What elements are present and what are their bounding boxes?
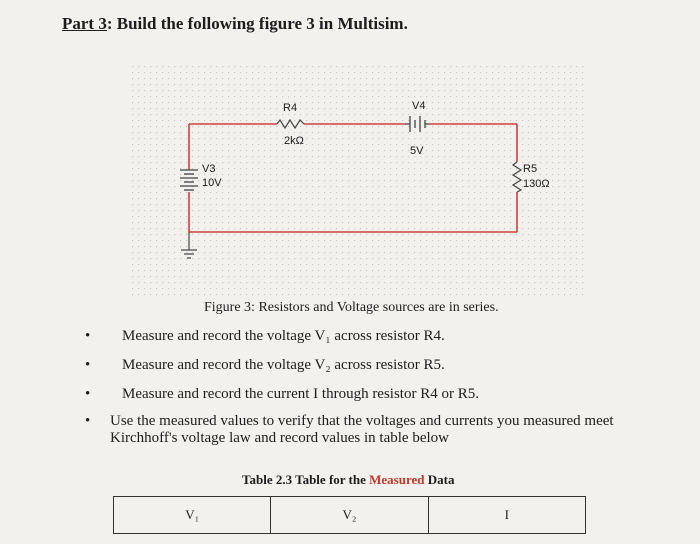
list-item-text: Use the measured values to verify that the voltages and currents you measured meet Kirchhoff's voltage law and record values in table below <box>110 413 614 446</box>
table-header-v2: V₂ <box>271 497 428 533</box>
bullet-icon: • <box>85 413 91 429</box>
table-header-i: I <box>504 507 509 522</box>
r5-value: 130Ω <box>523 178 550 190</box>
list-item <box>85 384 645 404</box>
multisim-circuit <box>130 64 585 296</box>
heading-part: Part 3 <box>62 14 107 33</box>
r5-name: R5 <box>523 163 538 175</box>
table-title-highlight: Measured <box>369 472 425 487</box>
v3-value: 10V <box>202 177 222 189</box>
list-item <box>85 413 645 447</box>
r4-name: R4 <box>283 102 298 114</box>
table-title <box>242 472 454 488</box>
v4-value: 5V <box>410 145 424 157</box>
r4-value: 2kΩ <box>284 135 304 147</box>
v3-name: V3 <box>202 163 216 175</box>
list-item-text: Measure and record the voltage V₁ across resistor R4. <box>122 328 445 344</box>
measured-data-table <box>113 496 586 534</box>
table-header-v1: V₁ <box>114 497 271 533</box>
figure-caption: Figure 3: Resistors and Voltage sources are in series. <box>204 300 499 315</box>
bullet-icon: • <box>85 357 91 373</box>
list-item-text: Measure and record the voltage V₂ across resistor R5. <box>122 357 445 373</box>
list-item <box>85 355 645 375</box>
bullet-icon: • <box>85 328 91 344</box>
bullet-icon: • <box>85 386 91 402</box>
instruction-list <box>85 326 645 456</box>
table-title-prefix: Table 2.3 Table for the <box>242 472 370 487</box>
list-item <box>85 326 645 346</box>
heading-text: : Build the following figure 3 in Multisim. <box>106 14 408 33</box>
v4-name: V4 <box>412 100 426 112</box>
page-heading <box>62 14 408 34</box>
list-item-text: Measure and record the current I through resistor R4 or R5. <box>122 386 479 402</box>
grid-background <box>130 64 585 296</box>
table-title-suffix: Data <box>424 472 455 487</box>
